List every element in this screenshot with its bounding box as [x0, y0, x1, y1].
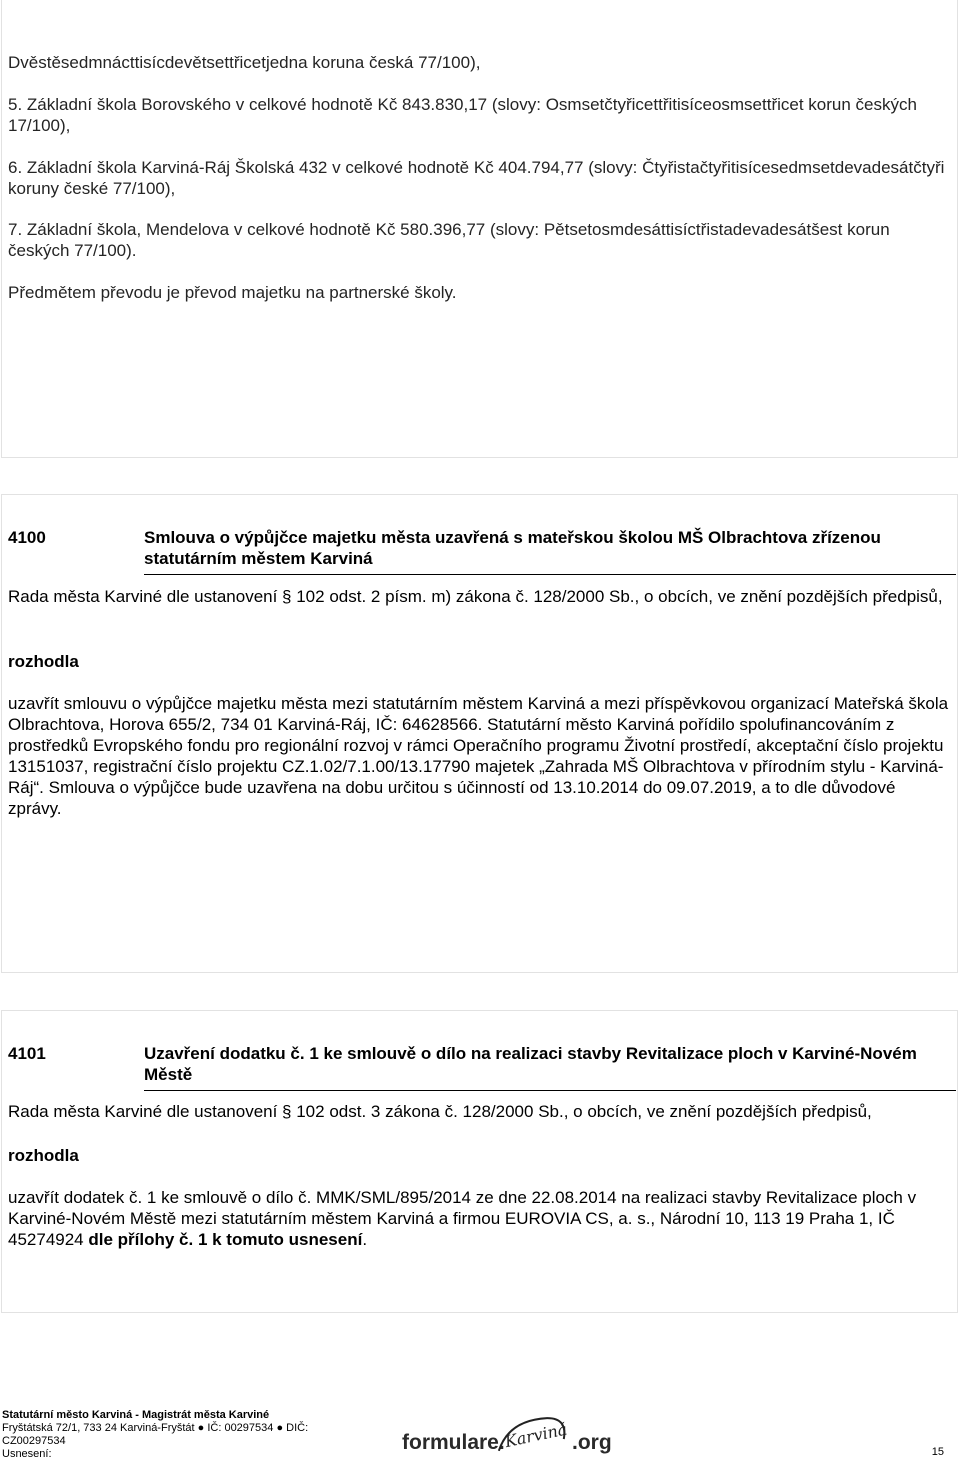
body-text: uzavřít dodatek č. 1 ke smlouvě o dílo č. MMK/SML/895/2014 ze dne 22.08.2014 na realizaci stavby Revitalizace ploch v Karviné-Novém Městě mezi statutárním městem Karviná a firmou EUROVIA CS, a. s., Národní 10, 113 19 Praha 1, IČ 45274924	[8, 1188, 917, 1249]
legal-basis: Rada města Karviné dle ustanovení § 102 odst. 3 zákona č. 128/2000 Sb., o obcích, ve znění pozdějších předpisů,	[8, 1102, 872, 1121]
legal-basis: Rada města Karviné dle ustanovení § 102 odst. 2 písm. m) zákona č. 128/2000 Sb., o obcích, ve znění pozdějších předpisů,	[8, 587, 943, 606]
decision-keyword: rozhodla	[8, 1146, 79, 1165]
logo-text-right: .org	[572, 1431, 612, 1454]
amount-in-words: Dvěstěsedmnácttisícdevětsettřicetjedna koruna česká 77/100),	[8, 53, 481, 72]
attachment-reference: dle přílohy č. 1 k tomuto usnesení	[88, 1230, 363, 1249]
page-number: 15	[931, 1446, 944, 1458]
footer-organization: Statutární město Karviná - Magistrát města Karviné	[2, 1409, 270, 1421]
resolution-title: Uzavření dodatku č. 1 ke smlouvě o dílo na realizaci stavby Revitalizace ploch v Karviné-Novém Městě	[144, 1044, 917, 1084]
title-underline	[144, 1090, 956, 1091]
decision-keyword: rozhodla	[8, 652, 79, 671]
resolution-number: 4101	[8, 1044, 46, 1063]
logo-graphic	[402, 1404, 614, 1462]
title-underline	[144, 574, 956, 575]
resolution-4100-block	[1, 494, 958, 973]
resolution-number: 4100	[8, 528, 46, 547]
resolution-body	[8, 1187, 952, 1250]
logo-text-left: formulare.	[402, 1431, 505, 1454]
resolution-title: Smlouva o výpůjčce majetku města uzavřená s mateřskou školou MŠ Olbrachtova zřízenou statutárním městem Karviná	[144, 528, 881, 568]
resolution-continuation-block	[1, 0, 958, 458]
logo-text-mid: Karviná	[503, 1419, 569, 1452]
body-end: .	[362, 1230, 368, 1249]
transfer-subject: Předmětem převodu je převod majetku na partnerské školy.	[8, 283, 457, 302]
footer-resolution-label: Usnesení:	[2, 1448, 52, 1460]
list-item: 7. Základní škola, Mendelova v celkové hodnotě Kč 580.396,77 (slovy: Pětsetosmdesáttisíctřistadevadesátšest korun českých 77/100).	[8, 220, 890, 260]
resolution-4101-block	[1, 1010, 958, 1313]
formulare-karvina-logo[interactable]	[402, 1404, 614, 1462]
list-item: 6. Základní škola Karviná-Ráj Školská 432 v celkové hodnotě Kč 404.794,77 (slovy: Čtyřistačtyřitisícesedmsetdevadesátčtyři koruny české 77/100),	[8, 158, 945, 198]
list-item: 5. Základní škola Borovského v celkové hodnotě Kč 843.830,17 (slovy: Osmsetčtyřicettřitisíceosmsettřicet korun českých 17/100),	[8, 95, 917, 135]
resolution-body: uzavřít smlouvu o výpůjčce majetku města mezi statutárním městem Karviná a mezi příspěvkovou organizací Mateřská škola Olbrachtova, Horova 655/2, 734 01 Karviná-Ráj, IČ: 64628566. Statutární město Karviná pořídilo spolufinancováním z prostředků Evropského fondu pro regionální rozvoj v rámci Operačního programu Životní prostředí, akceptační číslo projektu 13151037, registrační číslo projektu CZ.1.02/7.1.00/13.17790 majetek „Zahrada MŠ Olbrachtova v přírodním stylu - Karviná-Ráj“. Smlouva o výpůjčce bude uzavřena na dobu určitou s účinností od 13.10.2014 do 09.07.2019, a to dle důvodové zprávy.	[8, 694, 949, 818]
footer-address: Fryštátská 72/1, 733 24 Karviná-Fryštát ● IČ: 00297534 ● DIČ: CZ00297534	[2, 1422, 309, 1447]
